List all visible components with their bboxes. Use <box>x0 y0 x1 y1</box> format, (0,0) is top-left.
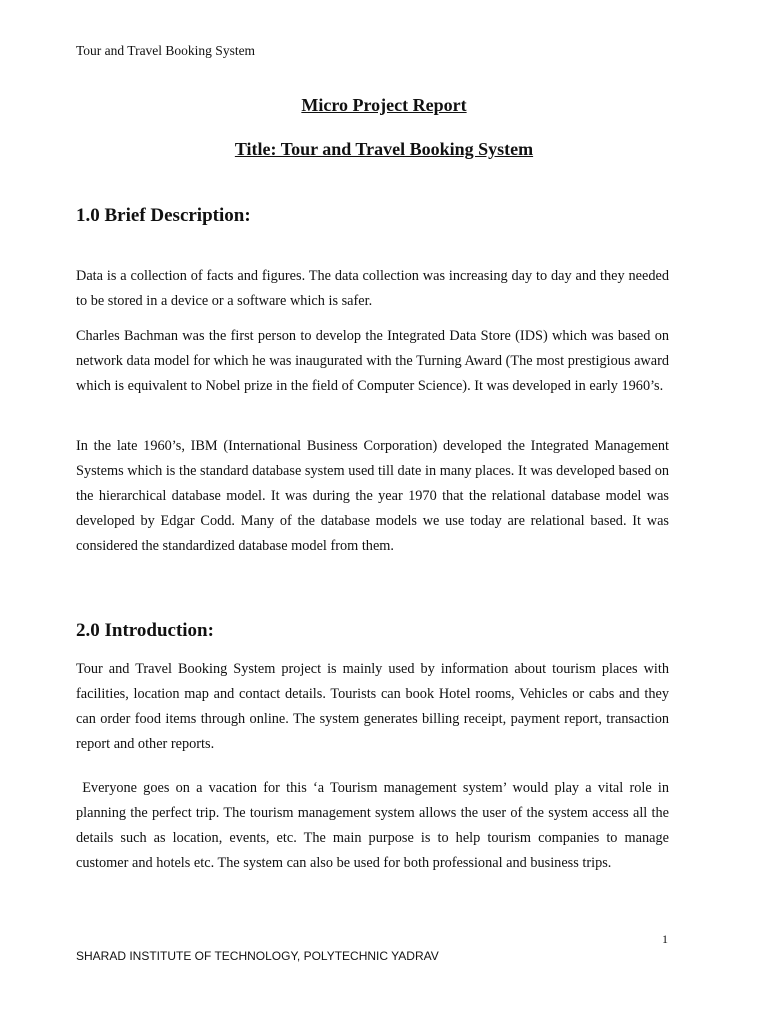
running-header: Tour and Travel Booking System <box>76 43 256 58</box>
paragraph: Everyone goes on a vacation for this ‘a Tourism management system’ would play a vital role in planning the perfect trip. The tourism management system allows the user of the system access all the details such as location, events, etc. The main purpose is to help tourism companies to manage customer and hotels etc. The system can also be used for both professional and business trips. <box>76 780 673 871</box>
page-number: 1 <box>662 932 668 946</box>
paragraph: Data is a collection of facts and figures. The data collection was increasing day to day and they needed to be stored in a device or a software which is safer. <box>76 268 669 309</box>
paragraph: Tour and Travel Booking System project is mainly used by information about tourism places with facilities, location map and contact details. Tourists can book Hotel rooms, Vehicles or cabs and they can order food items through online. The system generates billing receipt, payment report, transaction report and other reports. <box>76 661 669 752</box>
paragraph: Charles Bachman was the first person to develop the Integrated Data Store (IDS) which was based on network data model for which he was inaugurated with the Turning Award (The most prestigious award which is equivalent to Nobel prize in the field of Computer Science). It was developed in early 1960’s. <box>76 328 669 394</box>
section-heading-introduction: 2.0 Introduction: <box>76 620 214 641</box>
report-title: Title: Tour and Travel Booking System <box>234 139 534 159</box>
paragraph: In the late 1960’s, IBM (International Business Corporation) developed the Integrated Management Systems which is the standard database system used till date in many places. It was developed based on the hierarchical database model. It was during the year 1970 that the relational database model was developed by Edgar Codd. Many of the database models we use today are relational based. It was considered the standardized database model from them. <box>76 438 669 554</box>
section-heading-brief-description: 1.0 Brief Description: <box>76 205 251 226</box>
report-heading: Micro Project Report <box>301 95 467 115</box>
running-footer: SHARAD INSTITUTE OF TECHNOLOGY, POLYTECHNIC YADRAV <box>76 949 439 963</box>
